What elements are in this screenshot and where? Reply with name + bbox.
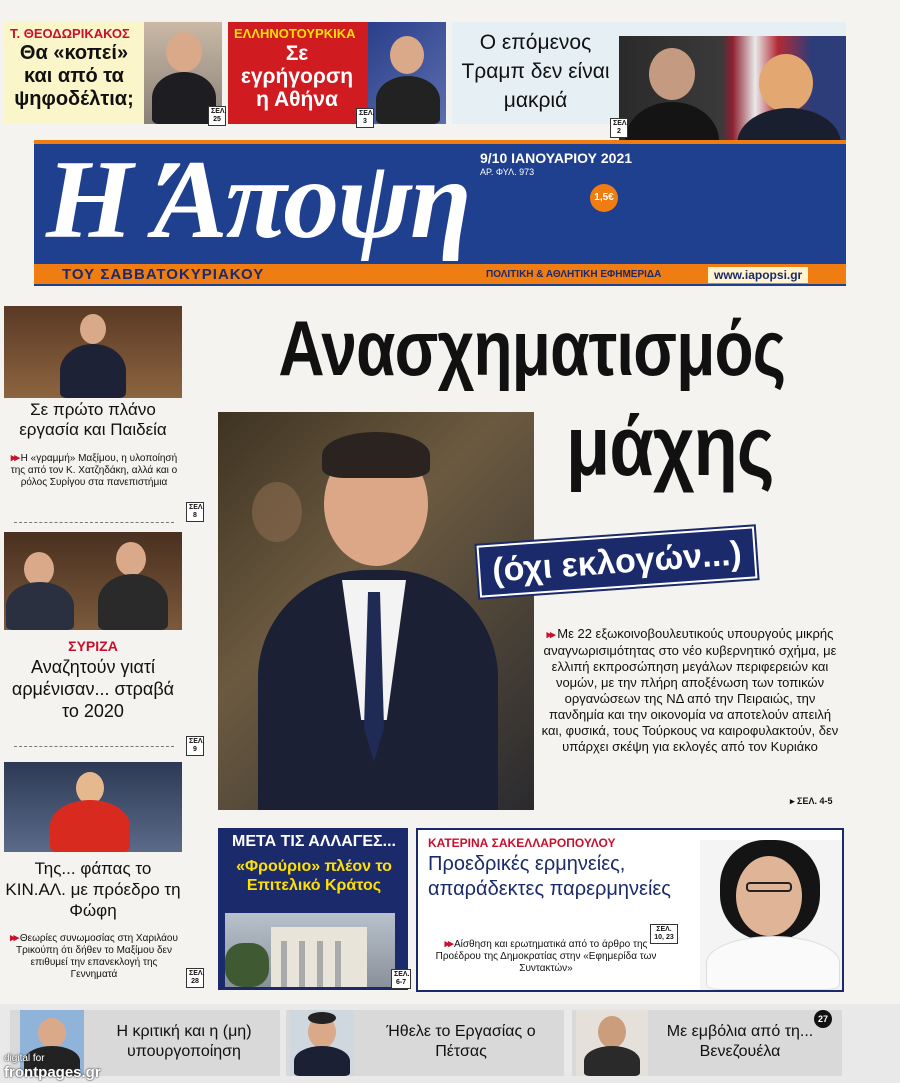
main-subhead: (όχι εκλογών...) xyxy=(477,526,758,597)
watermark-line-1: digital for xyxy=(4,1053,45,1064)
left-story-1-body: Η «γραμμή» Μαξίμου, η υλοποίησή της από τον Κ. Χατζηδάκη, αλλά και ο ρόλος Συρίγου στα πανεπιστήμια xyxy=(10,453,178,488)
main-headline-2[interactable]: μάχης xyxy=(566,399,774,493)
left-story-1[interactable] xyxy=(4,306,205,528)
photo-syriza xyxy=(4,532,182,630)
masthead-subtitle: ΤΟΥ ΣΑΒΒΑΤΟΚΥΡΙΑΚΟΥ xyxy=(62,266,265,283)
top-teaser-2[interactable] xyxy=(228,22,446,124)
box-meta-text: «Φρούριο» πλέον το Επιτελικό Κράτος xyxy=(236,858,392,894)
main-body xyxy=(540,626,840,755)
top-teaser-1-text: Θα «κοπεί» και από τα ψηφοδέλτια; xyxy=(14,42,134,110)
double-arrow-icon: ▸▸ xyxy=(444,938,452,950)
photo-gennimata xyxy=(4,762,182,852)
bottom-item-1-text: Η κριτική και η (μη) υπουργοποίηση xyxy=(116,1023,252,1060)
page-ref-6-7: ΣΕΛ. 6-7 xyxy=(391,969,411,989)
top-teaser-1-kicker: Τ. ΘΕΟΔΩΡΙΚΑΚΟΣ xyxy=(10,26,130,41)
top-teaser-2-kicker: ΕΛΛΗΝΟΤΟΥΡΚΙΚΑ xyxy=(234,26,356,41)
photo-sakellaropoulou xyxy=(700,840,842,990)
double-arrow-icon: ▸▸ xyxy=(10,452,18,464)
box-meta-kicker: ΜΕΤΑ ΤΙΣ ΑΛΛΑΓΕΣ... xyxy=(232,833,396,850)
double-arrow-icon: ▸▸ xyxy=(10,932,18,944)
page-ref-25: ΣΕΛ. 25 xyxy=(208,106,226,126)
bottom-item-3-text: Με εμβόλια από τη... Βενεζουέλα xyxy=(666,1023,814,1060)
page-ref-2: ΣΕΛ. 2 xyxy=(610,118,628,138)
masthead-issue: ΑΡ. ΦΥΛ. 973 xyxy=(480,167,535,177)
main-page-ref xyxy=(790,796,832,807)
masthead-title: Η Άποψη xyxy=(46,138,470,262)
page-ref-3: ΣΕΛ. 3 xyxy=(356,108,374,128)
box-kat-text xyxy=(428,938,664,975)
top-teaser-2-text: Σε εγρήγορση η Αθήνα xyxy=(240,42,354,111)
divider-2 xyxy=(14,746,174,747)
photo-petsas xyxy=(290,1010,354,1076)
top-teaser-3-text: Ο επόμενος Τραμπ δεν είναι μακριά xyxy=(461,31,610,112)
watermark xyxy=(4,1052,101,1080)
main-body-text: Με 22 εξωκοινοβουλευτικούς υπουργούς μικρής αναγνωρισιμότητας στο νέο κυβερνητικό σχήμα, με ελλιπή εκπροσώπηση μεγάλων περιφερειών και νομών, με την πλήρη αποξένωση των τοπικών οργανώσεων της ΝΔ από την Πειραιώς, την πανδημία και την οικονομία να αποτελούν απειλή και, φυσικά, τους Τούρκους να καιροφυλακτούν, δεν υπάρχει σκέψη για εκλογές από τον Κυριάκο xyxy=(541,626,839,754)
box-kat-body: Αίσθηση και ερωτηματικά από το άρθρο της Προέδρου της Δημοκρατίας στην «Εφημερίδα των Συντακτών» xyxy=(435,939,657,974)
left-story-3-body: Θεωρίες συνωμοσίας στη Χαριλάου Τρικούπη ότι δήθεν το Μαξίμου δεν επιθυμεί την επανεκλογή της Γεννηματά xyxy=(15,933,178,980)
bottom-item-2[interactable] xyxy=(286,1010,564,1076)
left-story-3[interactable] xyxy=(4,762,205,992)
divider-1 xyxy=(14,522,174,523)
box-kat-kicker: ΚΑΤΕΡΙΝΑ ΣΑΚΕΛΛΑΡΟΠΟΥΛΟΥ xyxy=(428,836,616,850)
masthead-bottom-bar xyxy=(34,264,846,286)
masthead xyxy=(34,140,846,264)
box-meta-allages[interactable] xyxy=(218,828,408,990)
page-ref-10-23: ΣΕΛ. 10, 23 xyxy=(650,924,678,944)
left-story-2-title: Αναζητούν γιατί αρμένισαν... στραβά το 2020 xyxy=(11,657,175,721)
double-arrow-icon: ▸▸ xyxy=(546,629,554,641)
photo-erdogan xyxy=(368,22,446,124)
page-ref-9: ΣΕΛ. 9 xyxy=(186,736,204,756)
main-headline-1[interactable]: Ανασχηματισμός xyxy=(278,304,786,392)
box-sakellaropoulou[interactable] xyxy=(416,828,844,992)
box-kat-title: Προεδρικές ερμηνείες, απαράδεκτες παρερμηνείες xyxy=(428,853,671,900)
left-story-3-title: Της... φάπας το ΚΙΝ.ΑΛ. με πρόεδρο τη Φώφη xyxy=(5,859,181,920)
left-story-3-text xyxy=(10,932,178,981)
top-teaser-3[interactable] xyxy=(452,22,846,135)
top-teaser-1[interactable] xyxy=(4,22,227,124)
bottom-item-2-text: Ήθελε το Εργασίας ο Πέτσας xyxy=(386,1023,536,1060)
bottom-item-3[interactable] xyxy=(572,1010,842,1076)
photo-maximou-mansion xyxy=(225,913,395,987)
photo-mitsotakis xyxy=(218,412,534,810)
photo-hatzidakis xyxy=(4,306,182,398)
triangle-icon: ▸ xyxy=(790,796,795,806)
left-story-2[interactable] xyxy=(4,532,205,753)
website-link[interactable]: www.iapopsi.gr xyxy=(708,267,808,283)
main-page-ref-text: ΣΕΛ. 4-5 xyxy=(797,796,833,806)
page-ref-27: 27 xyxy=(814,1010,832,1028)
photo-varoufakis xyxy=(576,1010,648,1076)
page-ref-8: ΣΕΛ. 8 xyxy=(186,502,204,522)
masthead-tagline: ΠΟΛΙΤΙΚΗ & ΑΘΛΗΤΙΚΗ ΕΦΗΜΕΡΙΔΑ xyxy=(486,269,662,280)
price-badge: 1,5€ xyxy=(590,184,618,212)
page-ref-28: ΣΕΛ. 28 xyxy=(186,968,204,988)
watermark-line-2: frontpages.gr xyxy=(4,1064,101,1081)
masthead-date: 9/10 ΙΑΝΟΥΑΡΙΟΥ 2021 xyxy=(480,150,633,166)
left-story-1-text xyxy=(10,452,178,489)
left-story-2-kicker: ΣΥΡΙΖΑ xyxy=(68,638,118,654)
left-story-1-title: Σε πρώτο πλάνο εργασία και Παιδεία xyxy=(19,400,167,439)
